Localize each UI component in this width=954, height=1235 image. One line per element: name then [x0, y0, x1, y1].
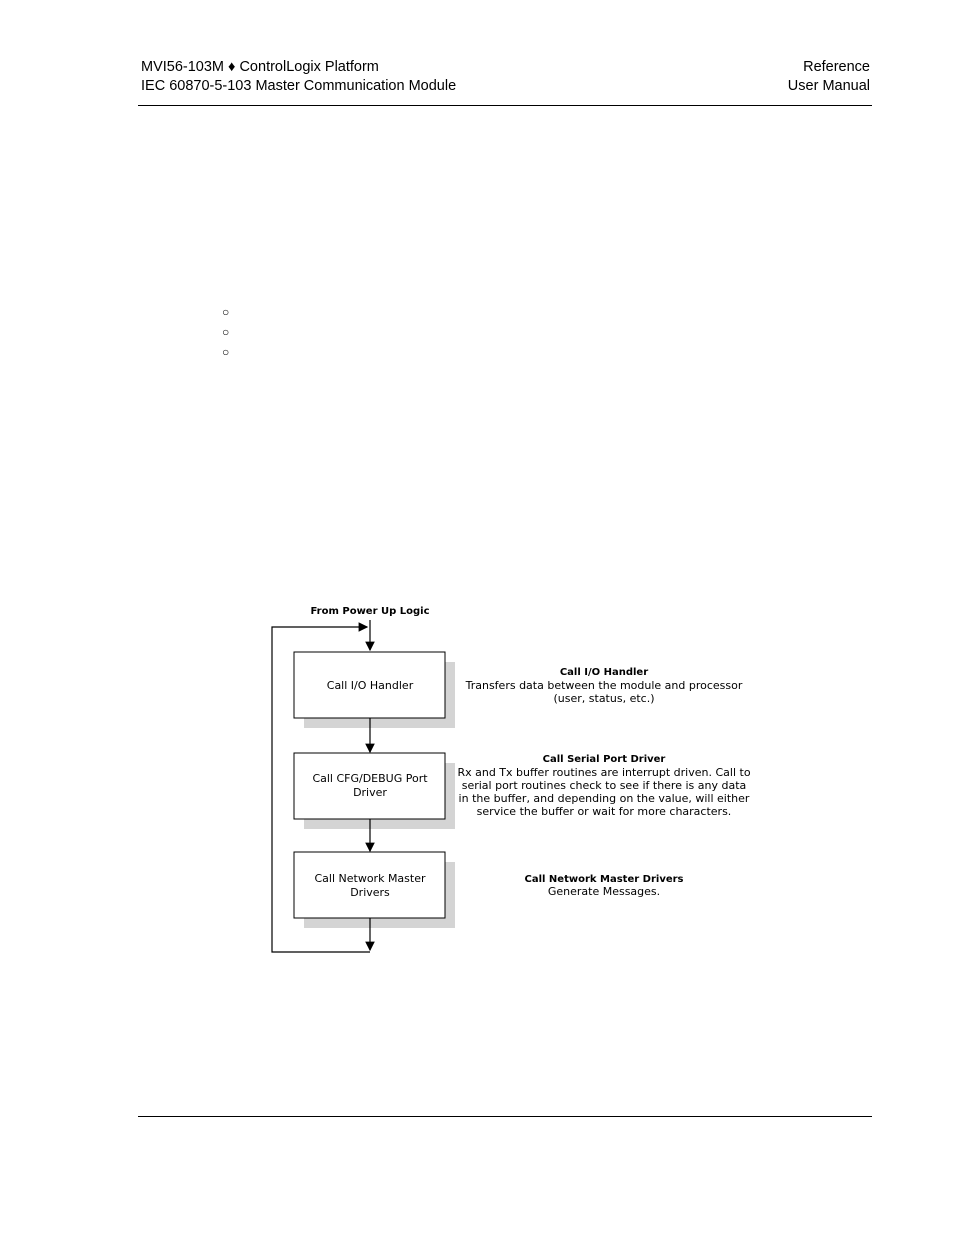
footer-rule	[138, 1116, 872, 1117]
header-module-title: IEC 60870-5-103 Master Communication Module	[141, 78, 457, 94]
flow-box-cfg-debug-label-2: Driver	[353, 786, 387, 799]
note-serial-line-1: Rx and Tx buffer routines are interrupt driven. Call to	[457, 766, 751, 779]
note-serial-line-4: service the buffer or wait for more characters.	[476, 805, 732, 818]
note-io-handler-line-2: (user, status, etc.)	[553, 692, 655, 705]
bullet-3: ○	[222, 345, 230, 359]
note-network-line-1: Generate Messages.	[547, 885, 661, 898]
bullet-1: ○	[222, 305, 230, 319]
flow-box-network-master	[294, 852, 445, 918]
flow-box-network-master-label-2: Drivers	[350, 886, 390, 899]
header-section: Reference	[803, 59, 870, 75]
note-io-handler-line-1: Transfers data between the module and processor	[465, 679, 743, 692]
note-serial-title: Call Serial Port Driver	[542, 754, 666, 765]
header-product-title: MVI56-103M ♦ ControlLogix Platform	[141, 59, 379, 75]
note-io-handler-title: Call I/O Handler	[559, 667, 649, 678]
flow-box-io-handler-label: Call I/O Handler	[326, 679, 414, 692]
note-serial-line-2: serial port routines check to see if there is any data	[461, 779, 747, 792]
flow-box-network-master-label-1: Call Network Master	[314, 872, 426, 885]
header-doc-type: User Manual	[787, 78, 870, 94]
flow-start-label: From Power Up Logic	[310, 606, 430, 617]
note-network-title: Call Network Master Drivers	[524, 874, 684, 885]
flow-box-cfg-debug-label-1: Call CFG/DEBUG Port	[312, 772, 428, 785]
bullet-2: ○	[222, 325, 230, 339]
note-serial-line-3: in the buffer, and depending on the value, will either	[458, 792, 750, 805]
